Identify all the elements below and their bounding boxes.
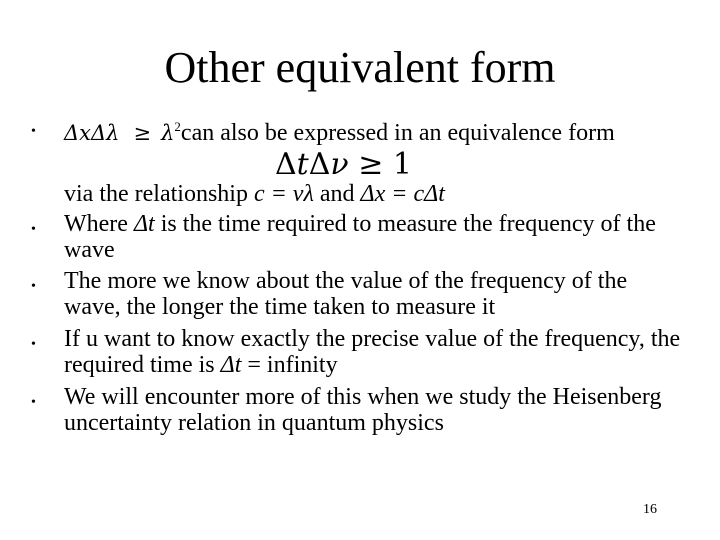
- bullet-text: = infinity: [241, 352, 338, 378]
- bullet-marker: •: [31, 337, 36, 352]
- page-number: 16: [643, 502, 657, 517]
- equation-exponent: 2: [174, 119, 181, 134]
- bullet-marker: •: [31, 395, 36, 410]
- eq2-delta-nu-delta: Δ: [308, 147, 331, 182]
- eq2-t: t: [296, 147, 309, 182]
- eq2-rhs: 1: [392, 147, 412, 182]
- relationship-text1: via the relationship: [64, 181, 254, 207]
- bullet-italic-delta-t: Δt: [133, 211, 155, 237]
- bullet-text: If u want to know exactly the precise value of the frequency, the required time is: [64, 326, 681, 378]
- eq2-geq: ≥: [348, 147, 393, 182]
- bullet-italic-delta-t: Δt: [220, 352, 242, 378]
- eq2-delta-t-delta: Δ: [275, 147, 297, 182]
- bullet-marker: •: [31, 222, 36, 237]
- equation-geq: ≥: [133, 121, 152, 145]
- equation-trailing-text: can also be expressed in an equivalence form: [180, 120, 615, 146]
- bullet-item: We will encounter more of this when we study the Heisenberg uncertainty relation in quantum physics: [64, 384, 662, 436]
- slide-title: Other equivalent form: [164, 43, 556, 92]
- bullet-marker: •: [31, 279, 36, 294]
- relationship-expr2: Δx = cΔt: [360, 181, 445, 207]
- equation-lambda: λ: [161, 121, 175, 145]
- uncertainty-inequality: [64, 113, 615, 147]
- bullet-text: Where: [64, 211, 134, 237]
- bullet-item: The more we know about the value of the frequency of the wave, the longer the time taken to measure it: [64, 268, 628, 320]
- bullet-marker: •: [31, 124, 36, 139]
- bullet-item: [64, 326, 684, 378]
- bullet-item: [64, 211, 684, 263]
- relationship-text2: and: [313, 181, 361, 207]
- eq2-nu: ν: [330, 147, 349, 182]
- equation-delta-lambda: Δλ: [91, 121, 120, 145]
- time-frequency-inequality: [275, 148, 412, 182]
- relationship-expr1: c = νλ: [253, 181, 314, 207]
- bullet-text: is the time required to measure the frequency of the wave: [64, 211, 656, 263]
- equation-delta-x: Δx: [64, 121, 92, 145]
- relationship-line: [64, 181, 684, 207]
